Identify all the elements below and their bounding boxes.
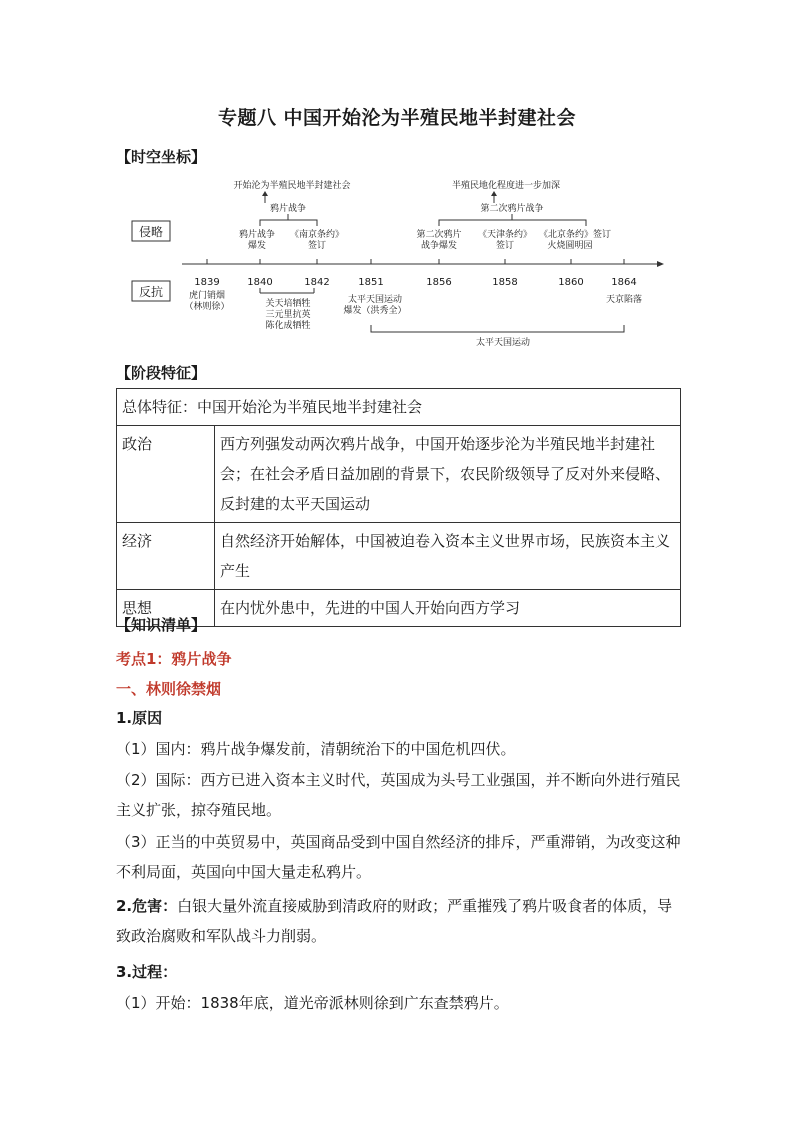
year-label-1839: 1839: [194, 277, 220, 288]
table-cell-label: 思想: [117, 590, 215, 627]
year-label-1851: 1851: [358, 277, 384, 288]
item-heading-cause: 1.原因: [116, 709, 163, 727]
table-row: [117, 426, 681, 523]
resist-1840-line2: 三元里抗英: [265, 310, 311, 320]
event-1842-line1: 《南京条约》: [289, 230, 345, 240]
year-label-1864: 1864: [611, 277, 637, 288]
item-heading-process: 3.过程：: [116, 963, 178, 981]
row-label-resistance: 反抗: [138, 285, 164, 299]
features-table: [116, 388, 681, 627]
resist-1840-line1: 关天培牺牲: [265, 299, 311, 309]
stage1-summary: 开始沦为半殖民地半封建社会: [233, 181, 351, 191]
event-1858-line2: 签订: [495, 241, 515, 251]
year-label-1860: 1860: [558, 277, 584, 288]
event-1839-line2: （林则徐）: [184, 302, 230, 312]
table-cell-content: 西方列强发动两次鸦片战争，中国开始逐步沦为半殖民地半封建社会；在社会矛盾日益加剧的背景下，农民阶级领导了反对外来侵略、反封建的太平天国运动: [215, 426, 681, 523]
cause-international: （2）国际：西方已进入资本主义时代，英国成为头号工业强国，并不断向外进行殖民主义扩张，掠夺殖民地。: [116, 771, 681, 819]
table-cell-content: 在内忧外患中，先进的中国人开始向西方学习: [215, 590, 681, 627]
event-1860-line1: 《北京条约》签订: [538, 230, 612, 240]
timeline-diagram: [120, 175, 670, 350]
event-1840-line1: 鸦片战争: [238, 230, 276, 240]
table-row: [117, 523, 681, 590]
resist-1840-line3: 陈化成牺牲: [265, 321, 311, 331]
section-heading-knowledge: 【知识清单】: [116, 616, 207, 634]
row-label-aggression: 侵略: [138, 225, 164, 239]
table-cell: 总体特征：中国开始沦为半殖民地半封建社会: [117, 389, 681, 426]
bracket-second-opium-war: [439, 220, 586, 226]
cause-trade: （3）正当的中英贸易中，英国商品受到中国自然经济的排斥，严重滞销，为改变这种不利局面，英国向中国大量走私鸦片。: [116, 833, 681, 881]
event-1864-line1: 天京陷落: [605, 295, 643, 305]
table-row: [117, 389, 681, 426]
event-1856-line2: 战争爆发: [420, 241, 458, 251]
event-1839-line1: 虎门销烟: [188, 291, 226, 301]
year-label-1858: 1858: [492, 277, 518, 288]
cause-domestic: （1）国内：鸦片战争爆发前，清朝统治下的中国危机四伏。: [116, 740, 516, 758]
harm-label: 2.危害：: [116, 897, 178, 915]
bracket-second-opium-war-label: 第二次鸦片战争: [480, 204, 544, 214]
section-heading-timeline: 【时空坐标】: [116, 148, 207, 166]
arrow-up-icon: [262, 191, 268, 196]
event-1851-line1: 太平天国运动: [347, 295, 403, 305]
stage2-summary: 半殖民地化程度进一步加深: [451, 181, 561, 191]
page-title: 专题八 中国开始沦为半殖民地半封建社会: [217, 107, 577, 129]
harm-text: 白银大量外流直接威胁到清政府的财政；严重摧残了鸦片吸食者的体质，导致政治腐败和军队战斗力削弱。: [116, 897, 673, 945]
arrow-up-icon: [491, 191, 497, 196]
event-1851-line2: 爆发（洪秀全）: [343, 306, 407, 316]
section-heading-features: 【阶段特征】: [116, 364, 207, 382]
event-1842-line2: 签订: [307, 241, 327, 251]
event-1840-line2: 爆发: [247, 241, 267, 251]
axis-arrow-icon: [657, 261, 664, 267]
event-1858-line1: 《天津条约》: [477, 230, 533, 240]
event-1856-line1: 第二次鸦片: [416, 230, 462, 240]
bracket-opium-war-label: 鸦片战争: [269, 204, 307, 214]
year-label-1840: 1840: [247, 277, 273, 288]
year-label-1856: 1856: [426, 277, 452, 288]
topic-heading: 考点1：鸦片战争: [116, 650, 232, 668]
table-cell-label: 政治: [117, 426, 215, 523]
process-start: （1）开始：1838年底，道光帝派林则徐到广东查禁鸦片。: [116, 994, 509, 1012]
event-1860-line2: 火烧圆明园: [547, 241, 593, 251]
subtopic-heading: 一、林则徐禁烟: [116, 680, 222, 698]
table-cell-content: 自然经济开始解体，中国被迫卷入资本主义世界市场，民族资本主义产生: [215, 523, 681, 590]
harm-paragraph: [116, 891, 681, 951]
bracket-taiping: [371, 325, 624, 332]
bracket-opium-war: [260, 220, 317, 226]
year-label-1842: 1842: [304, 277, 330, 288]
table-cell-label: 经济: [117, 523, 215, 590]
taiping-label: 太平天国运动: [475, 338, 531, 348]
